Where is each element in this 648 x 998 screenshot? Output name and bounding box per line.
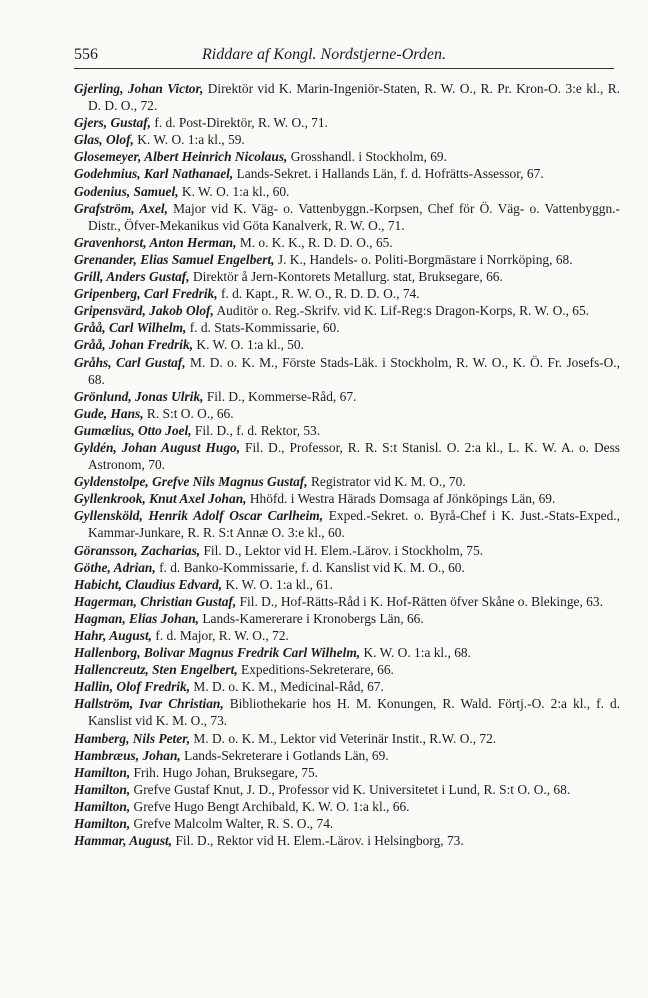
entry [74,576,620,593]
entry-details: Lands-Sekret. i Hallands Län, f. d. Hofrätts-Assessor, 67. [233,166,544,182]
entry-name: Glosemeyer, Albert Heinrich Nicolaus, [74,149,288,165]
entry-name: Gyllensköld, Henrik Adolf Oscar Carlheim, [74,508,324,524]
entry [74,131,620,148]
entry [74,148,620,165]
entry [74,388,620,405]
entry-name: Habicht, Claudius Edvard, [74,576,223,592]
entry-name: Gjerling, Johan Victor, [74,81,204,96]
entry-details: Exped.-Sekret. o. Byrå-Chef i K. Just.-Stats-Exped., Kammar-Junkare, R. R. S:t Annæ O. 3:e kl., 60. [88,508,620,541]
entry [74,285,620,302]
entry [74,610,620,627]
entry-details: M. D. o. K. M., Förste Stads-Läk. i Stockholm, R. W. O., K. Ö. Fr. Josefs-O., 68. [88,354,621,387]
entry-details: Direktör vid K. Marin-Ingeniör-Staten, R. W. O., R. Pr. Kron-O. 3:e kl., R. D. D. O., 72. [88,81,620,114]
entry-name: Hagerman, Christian Gustaf, [74,593,237,609]
entry-name: Gude, Hans, [74,405,144,421]
entry [74,781,620,798]
entry [74,422,620,439]
entry-details: Hhöfd. i Westra Härads Domsaga af Jönköpings Län, 69. [246,491,556,507]
entry [74,559,620,576]
entry [74,627,620,644]
entry-details: Fil. D., Lektor vid H. Elem.-Lärov. i Stockholm, 75. [200,542,484,558]
entry-details: f. d. Stats-Kommissarie, 60. [186,320,340,336]
entry-details: M. o. K. K., R. D. D. O., 65. [236,234,393,250]
entry [74,661,620,678]
entry [74,815,620,832]
entry-name: Gyllenkrook, Knut Axel Johan, [74,491,247,507]
entry-name: Hallin, Olof Fredrik, [74,679,191,695]
entry-name: Grafström, Axel, [74,200,168,216]
entry [74,764,620,781]
entry-details: Fil. D., Professor, R. R. S:t Stanisl. O. 2:a kl., L. K. W. A. o. Dess Astronom, 70. [88,439,620,473]
entry-name: Gyldén, Johan August Hugo, [74,439,241,455]
entry-name: Göransson, Zacharias, [74,542,201,558]
entry [74,730,620,747]
entry-name: Gjers, Gustaf, [74,115,152,131]
entry [74,268,620,285]
entry [74,542,620,559]
entry-details: R. S:t O. O., 66. [143,405,234,421]
entry-name: Gråå, Carl Wilhelm, [74,320,187,336]
entry-details: Frih. Hugo Johan, Bruksegare, 75. [130,764,319,780]
entry-name: Hallencreutz, Sten Engelbert, [74,662,238,678]
entry-name: Hagman, Elias Johan, [74,610,200,626]
entry-name: Hamberg, Nils Peter, [74,730,191,746]
entry-list [74,80,620,849]
entry-details: K. W. O. 1:a kl., 50. [193,337,304,353]
entry-name: Glas, Olof, [74,132,134,148]
entry-details: Fil. D., Hof-Rätts-Råd i K. Hof-Rätten öfver Skåne o. Blekinge, 63. [236,593,603,609]
entry-details: K. W. O. 1:a kl., 68. [360,645,471,661]
entry-name: Gripenberg, Carl Fredrik, [74,286,218,302]
entry-details: f. d. Kapt., R. W. O., R. D. D. O., 74. [217,286,420,302]
entry [74,644,620,661]
entry-name: Göthe, Adrian, [74,559,156,575]
entry [74,354,620,388]
entry-details: f. d. Post-Direktör, R. W. O., 71. [151,115,328,131]
entry-details: f. d. Banko-Kommissarie, f. d. Kanslist vid K. M. O., 60. [155,559,465,575]
page-header [74,46,614,69]
entry [74,405,620,422]
entry [74,832,620,849]
entry-details: f. d. Major, R. W. O., 72. [152,628,289,643]
entry-name: Gråhs, Carl Gustaf, [74,354,186,370]
entry-name: Hammar, August, [74,833,173,849]
entry-details: Lands-Kamererare i Kronobergs Län, 66. [199,610,424,626]
entry [74,678,620,695]
entry-name: Hamilton, [74,816,131,832]
entry [74,165,620,182]
entry-name: Hamilton, [74,764,131,780]
entry-name: Hahr, August, [74,628,153,643]
entry [74,80,620,114]
entry-name: Grönlund, Jonas Ulrik, [74,388,204,404]
entry-details: Grefve Malcolm Walter, R. S. O., 74. [130,816,334,832]
page-number: 556 [74,46,98,63]
entry-details: Auditör o. Reg.-Skrifv. vid K. Lif-Reg:s Dragon-Korps, R. W. O., 65. [213,303,590,319]
entry-name: Hamilton, [74,781,131,797]
entry [74,490,620,507]
entry-details: Fil. D., f. d. Rektor, 53. [191,422,321,438]
entry-details: Direktör å Jern-Kontorets Metallurg. stat, Bruksegare, 66. [189,269,503,285]
entry-name: Hamilton, [74,798,131,814]
entry-details: K. W. O. 1:a kl., 61. [222,576,333,592]
entry-name: Grenander, Elias Samuel Engelbert, [74,251,275,267]
entry-name: Godehmius, Karl Nathanael, [74,166,234,182]
entry-details: Grefve Gustaf Knut, J. D., Professor vid K. Universitetet i Lund, R. S:t O. O., 68. [130,781,571,797]
entry [74,507,620,541]
entry-details: M. D. o. K. M., Medicinal-Råd, 67. [190,679,384,695]
entry [74,200,620,234]
entry-details: Registrator vid K. M. O., 70. [307,474,466,490]
entry-details: Bibliothekarie hos H. M. Konungen, R. Wald. Förtj.-O. 2:a kl., f. d. Kanslist vid K. M. O., 73. [88,696,620,729]
entry [74,336,620,353]
entry [74,183,620,200]
entry [74,439,620,473]
entry-name: Gråå, Johan Fredrik, [74,337,194,353]
entry [74,695,620,729]
entry-details: Major vid K. Väg- o. Vattenbyggn.-Korpsen, Chef för Ö. Väg- o. Vattenbyggn.-Distr., Öfver-Mekanikus vid Göta Kanalverk, R. W. O., 71. [88,200,620,233]
entry [74,747,620,764]
entry-name: Gripensvärd, Jakob Olof, [74,303,214,319]
entry-details: Grosshandl. i Stockholm, 69. [287,149,447,165]
entry [74,114,620,131]
entry-details: M. D. o. K. M., Lektor vid Veterinär Instit., R.W. O., 72. [190,730,497,746]
entry-details: Grefve Hugo Bengt Archibald, K. W. O. 1:a kl., 66. [130,798,410,814]
entry-name: Gumælius, Otto Joel, [74,422,192,438]
entry [74,798,620,815]
entry-name: Hallenborg, Bolivar Magnus Fredrik Carl Wilhelm, [74,645,361,661]
entry-details: Lands-Sekreterare i Gotlands Län, 69. [180,747,389,763]
entry-details: K. W. O. 1:a kl., 59. [133,132,245,148]
entry [74,319,620,336]
entry [74,251,620,268]
entry-details: J. K., Handels- o. Politi-Borgmästare i Norrköping, 68. [274,251,573,267]
entry [74,593,620,610]
entry-name: Gravenhorst, Anton Herman, [74,234,237,250]
entry-name: Godenius, Samuel, [74,183,179,199]
entry [74,473,620,490]
running-title: Riddare af Kongl. Nordstjerne-Orden. [202,46,446,63]
entry-name: Hambræus, Johan, [74,747,181,763]
entry-name: Gyldenstolpe, Grefve Nils Magnus Gustaf, [74,474,308,490]
entry-details: Fil. D., Kommerse-Råd, 67. [203,388,357,404]
entry-details: Expeditions-Sekreterare, 66. [237,662,394,678]
entry [74,302,620,319]
entry [74,234,620,251]
entry-name: Hallström, Ivar Christian, [74,696,224,712]
entry-details: Fil. D., Rektor vid H. Elem.-Lärov. i Helsingborg, 73. [172,833,464,849]
entry-details: K. W. O. 1:a kl., 60. [178,183,290,199]
entry-name: Grill, Anders Gustaf, [74,269,190,285]
